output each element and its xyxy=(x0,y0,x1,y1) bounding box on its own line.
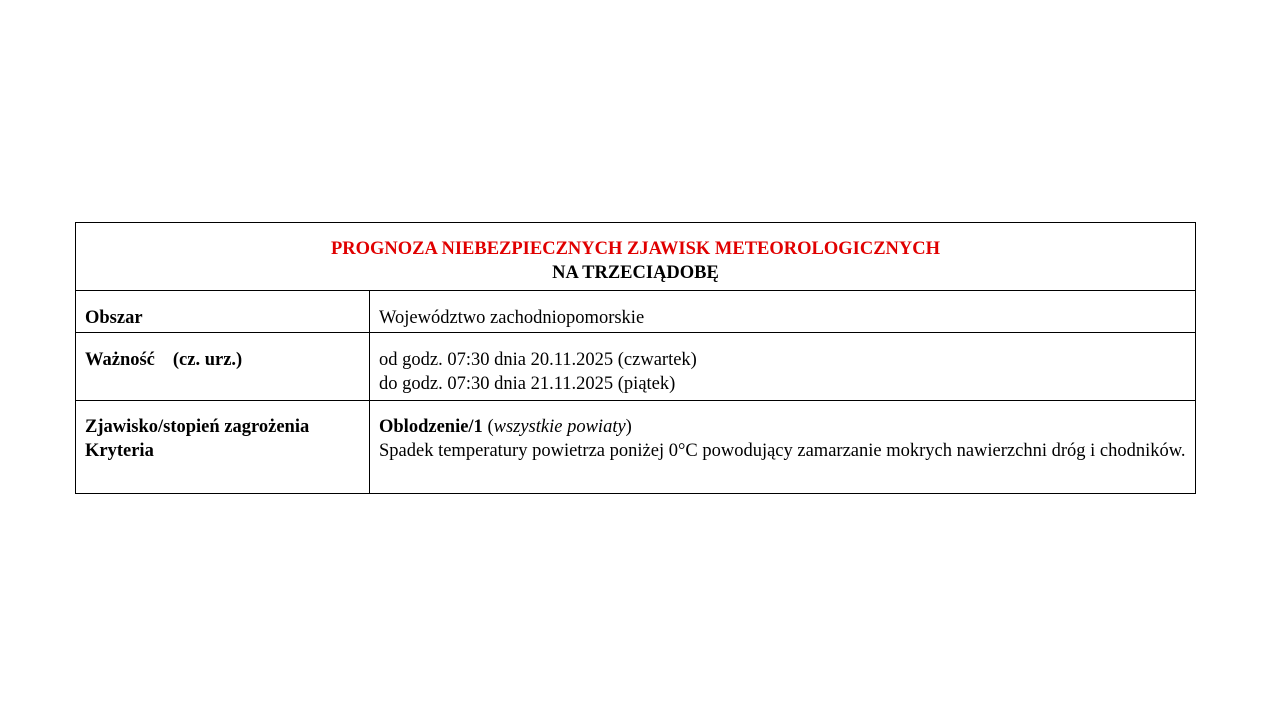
validity-label-main: Ważność xyxy=(85,350,155,370)
forecast-title xyxy=(76,223,1195,285)
area-row xyxy=(76,291,1196,333)
phenomenon-heading xyxy=(379,415,1186,439)
forecast-title-line-1: PROGNOZA NIEBEZPIECZNYCH ZJAWISK METEOROLOGICZNYCH xyxy=(330,239,941,259)
validity-value-cell xyxy=(370,333,1196,401)
validity-label-note: (cz. urz.) xyxy=(172,350,243,370)
phenomenon-label: Zjawisko/stopień zagrożenia xyxy=(85,417,310,437)
phenomenon-row xyxy=(76,401,1196,494)
phenomenon-name: Oblodzenie/1 xyxy=(379,417,483,437)
validity-label-cell xyxy=(76,333,370,401)
validity-to: do godz. 07:30 dnia 21.11.2025 (piątek) xyxy=(379,374,676,394)
title-row xyxy=(76,223,1196,291)
area-label: Obszar xyxy=(85,308,143,328)
criteria-text: Spadek temperatury powietrza poniżej 0°C powodujący zamarzanie mokrych nawierzchni dróg i chodników. xyxy=(379,441,1186,461)
area-value-cell xyxy=(370,291,1196,333)
validity-from: od godz. 07:30 dnia 20.11.2025 (czwartek) xyxy=(379,350,697,370)
criteria-label: Kryteria xyxy=(85,441,154,461)
validity-row xyxy=(76,333,1196,401)
scope-close: ) xyxy=(625,417,632,437)
area-value: Województwo zachodniopomorskie xyxy=(379,308,645,328)
phenomenon-value-cell xyxy=(370,401,1196,494)
area-label-cell xyxy=(76,291,370,333)
validity-label xyxy=(85,348,360,372)
warning-table xyxy=(75,222,1196,494)
scope-open: ( xyxy=(487,417,494,437)
phenomenon-label-cell xyxy=(76,401,370,494)
phenomenon-scope: wszystkie powiaty xyxy=(493,417,626,437)
title-cell xyxy=(76,223,1196,291)
forecast-title-line-2: NA TRZECIĄDOBĘ xyxy=(552,263,719,283)
